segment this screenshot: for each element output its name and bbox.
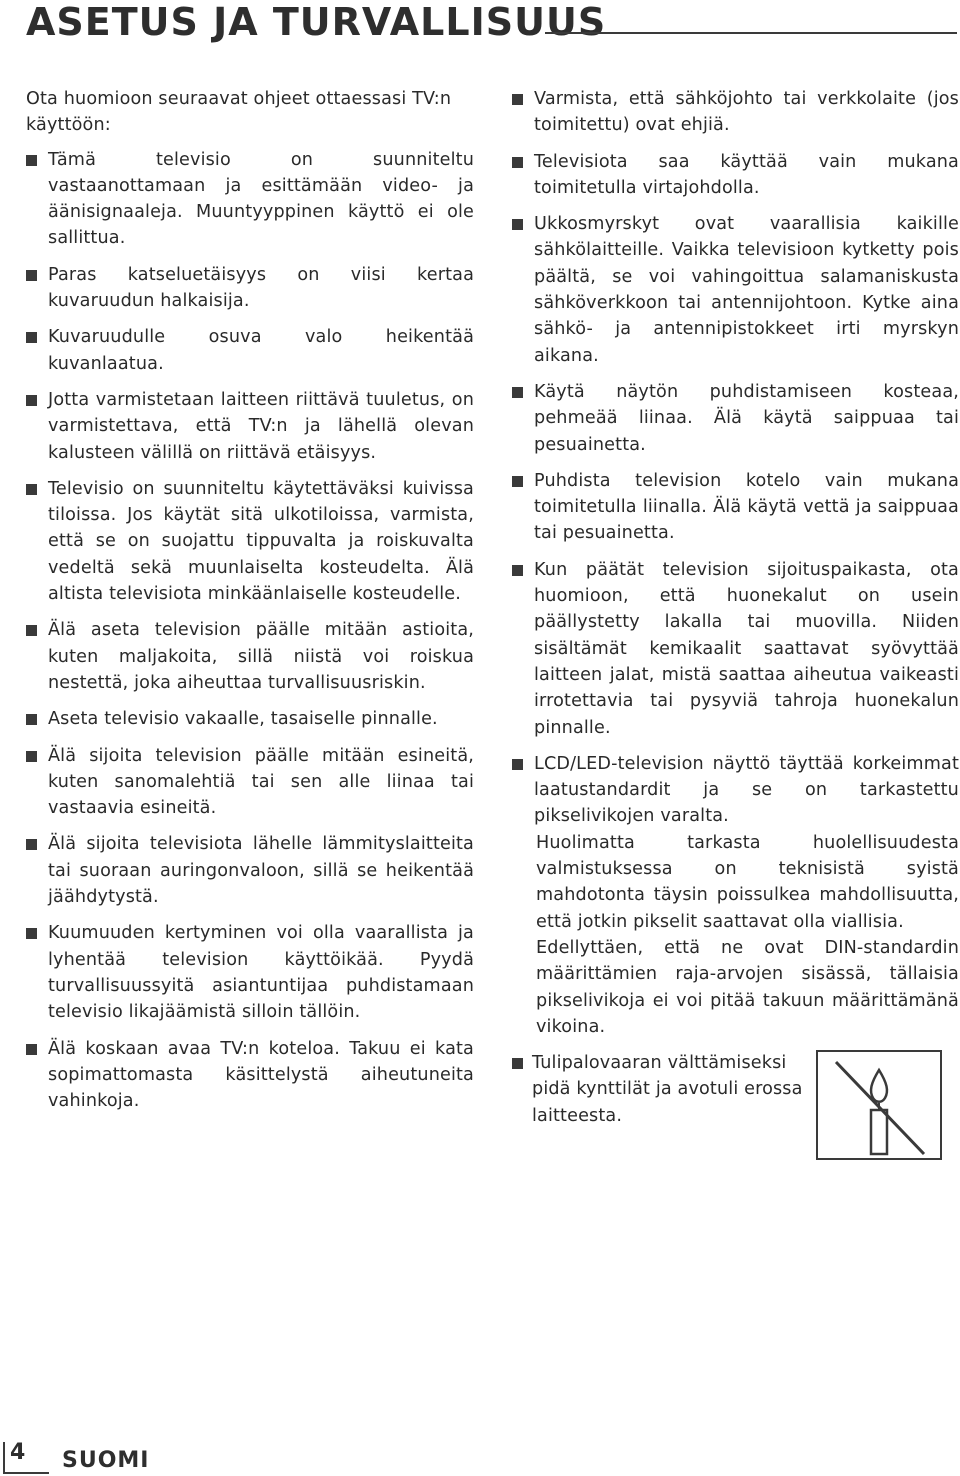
bullet-icon <box>26 625 37 636</box>
list-item: Jotta varmistetaan laitteen riittävä tuuletus, on varmistettava, että TV:n ja lähellä olevan kalusteen välillä on riittävä etäisyys. <box>26 387 474 466</box>
fire-warning <box>512 1050 959 1132</box>
list-item: Älä sijoita televisiota lähelle lämmityslaitteita tai suoraan auringonvaloon, sillä se heikentää jäähdytystä. <box>26 831 474 910</box>
bullet-icon <box>26 155 37 166</box>
lcd-note-2: Edellyttäen, että ne ovat DIN-standardin määrittämien raja-arvojen sisässä, tällaisia pikselivikoja ei voi pitää takuun määrittämänä vikoina. <box>536 937 959 1037</box>
list-item: Käytä näytön puhdistamiseen kosteaa, pehmeää liinaa. Älä käytä saippuaa tai pesuainetta. <box>512 379 959 458</box>
bullet-icon <box>26 1044 37 1055</box>
right-column <box>512 86 959 1132</box>
bullet-icon <box>26 839 37 850</box>
list-item: Älä aseta television päälle mitään astioita, kuten maljakoita, sillä niistä voi roiskua nestettä, joka aiheuttaa turvallisuusriskin. <box>26 617 474 696</box>
bullet-icon <box>512 157 523 168</box>
left-column <box>26 86 474 1124</box>
page-title: ASETUS JA TURVALLISUUS <box>26 0 607 44</box>
bullet-icon <box>26 928 37 939</box>
bullet-icon <box>512 219 523 230</box>
list-item: Televisiota saa käyttää vain mukana toimitetulla virtajohdolla. <box>512 149 959 202</box>
bullet-icon <box>26 714 37 725</box>
lcd-note-1: Huolimatta tarkasta huolellisuudesta valmistuksessa on teknisistä syistä mahdotonta täysin poissulkea mahdollisuutta, että jotkin pikselit saattavat olla viallisia. <box>536 832 959 932</box>
fire-warning-text: Tulipalovaaran välttämiseksi pidä kynttilät ja avotuli erossa laitteesta. <box>532 1053 803 1126</box>
bullet-icon <box>512 1058 523 1069</box>
bullet-icon <box>512 387 523 398</box>
bullet-icon <box>512 94 523 105</box>
bullet-icon <box>26 270 37 281</box>
bullet-icon <box>26 484 37 495</box>
footer-rule <box>3 1442 5 1474</box>
list-item: Varmista, että sähköjohto tai verkkolaite (jos toimitettu) ovat ehjiä. <box>512 86 959 139</box>
page-footer <box>0 1432 300 1476</box>
list-item: Aseta televisio vakaalle, tasaiselle pinnalle. <box>26 706 474 732</box>
footer-language: SUOMI <box>62 1448 150 1473</box>
list-item: Kun päätät television sijoituspaikasta, ota huomioon, että huonekalut on usein päällystetty lakalla tai muovilla. Niiden sisältämät kemikaalit saattavat syövyttää laitteen jalat, mistä saattaa aiheutua vaikeasti irrotettavia tai pysyviä tahroja huonekalun pinnalle. <box>512 557 959 741</box>
bullet-icon <box>26 332 37 343</box>
list-item: Kuumuuden kertyminen voi olla vaarallista ja lyhentää television käyttöikää. Pyydä turvallisuussyitä asiantuntijaa puhdistamaan televisio likajäämistä silloin tällöin. <box>26 920 474 1025</box>
bullet-icon <box>512 759 523 770</box>
list-item: Kuvaruudulle osuva valo heikentää kuvanlaatua. <box>26 324 474 377</box>
list-item: Älä sijoita television päälle mitään esineitä, kuten sanomalehtiä tai sen alle liinaa tai vastaavia esineitä. <box>26 743 474 822</box>
bullet-icon <box>512 565 523 576</box>
list-item: Puhdista television kotelo vain mukana toimitetulla liinalla. Älä käytä vettä ja saippuaa tai pesuainetta. <box>512 468 959 547</box>
title-rule <box>545 32 957 34</box>
bullet-icon <box>26 751 37 762</box>
list-item: Paras katseluetäisyys on viisi kertaa kuvaruudun halkaisija. <box>26 262 474 315</box>
bullet-icon <box>26 395 37 406</box>
no-candle-icon <box>816 1050 942 1160</box>
list-item: LCD/LED-television näyttö täyttää korkeimmat laatustandardit ja se on tarkastettu pikselivikojen varalta. Huolimatta tarkasta huolellisuudesta valmistuksessa on teknisistä syistä mahdotonta täysin poissulkea mahdollisuutta, että jotkin pikselit saattavat olla viallisia. Edellyttäen, että ne ovat DIN-standardin määrittämien raja-arvojen sisässä, tällaisia pikselivikoja ei voi pitää takuun määrittämänä vikoina. <box>512 751 959 1040</box>
list-item: Älä koskaan avaa TV:n koteloa. Takuu ei kata sopimattomasta käsittelystä aiheutuneita vahinkoja. <box>26 1036 474 1115</box>
page-number: 4 <box>10 1440 26 1465</box>
intro-text: Ota huomioon seuraavat ohjeet ottaessasi TV:n käyttöön: <box>26 89 452 136</box>
footer-rule <box>3 1472 49 1474</box>
bullet-icon <box>512 476 523 487</box>
list-item: Ukkosmyrskyt ovat vaarallisia kaikille sähkölaitteille. Vaikka televisioon kytketty pois päältä, se voi vahingoittua salamaniskusta sähköverkkoon tai antennijohtoon. Kytke aina sähkö- ja antennipistokkeet irti myrskyn aikana. <box>512 211 959 369</box>
list-item: Tämä televisio on suunniteltu vastaanottamaan ja esittämään video- ja äänisignaaleja. Muuntyyppinen käyttö ei ole sallittua. <box>26 147 474 252</box>
list-item: Televisio on suunniteltu käytettäväksi kuivissa tiloissa. Jos käytät sitä ulkotiloissa, varmista, että se on suojattu tippuvalta ja roiskuvalta vedeltä sekä muunlaiselta kosteudelta. Älä altista televisiota minkäänlaiselle kosteudelle. <box>26 476 474 607</box>
